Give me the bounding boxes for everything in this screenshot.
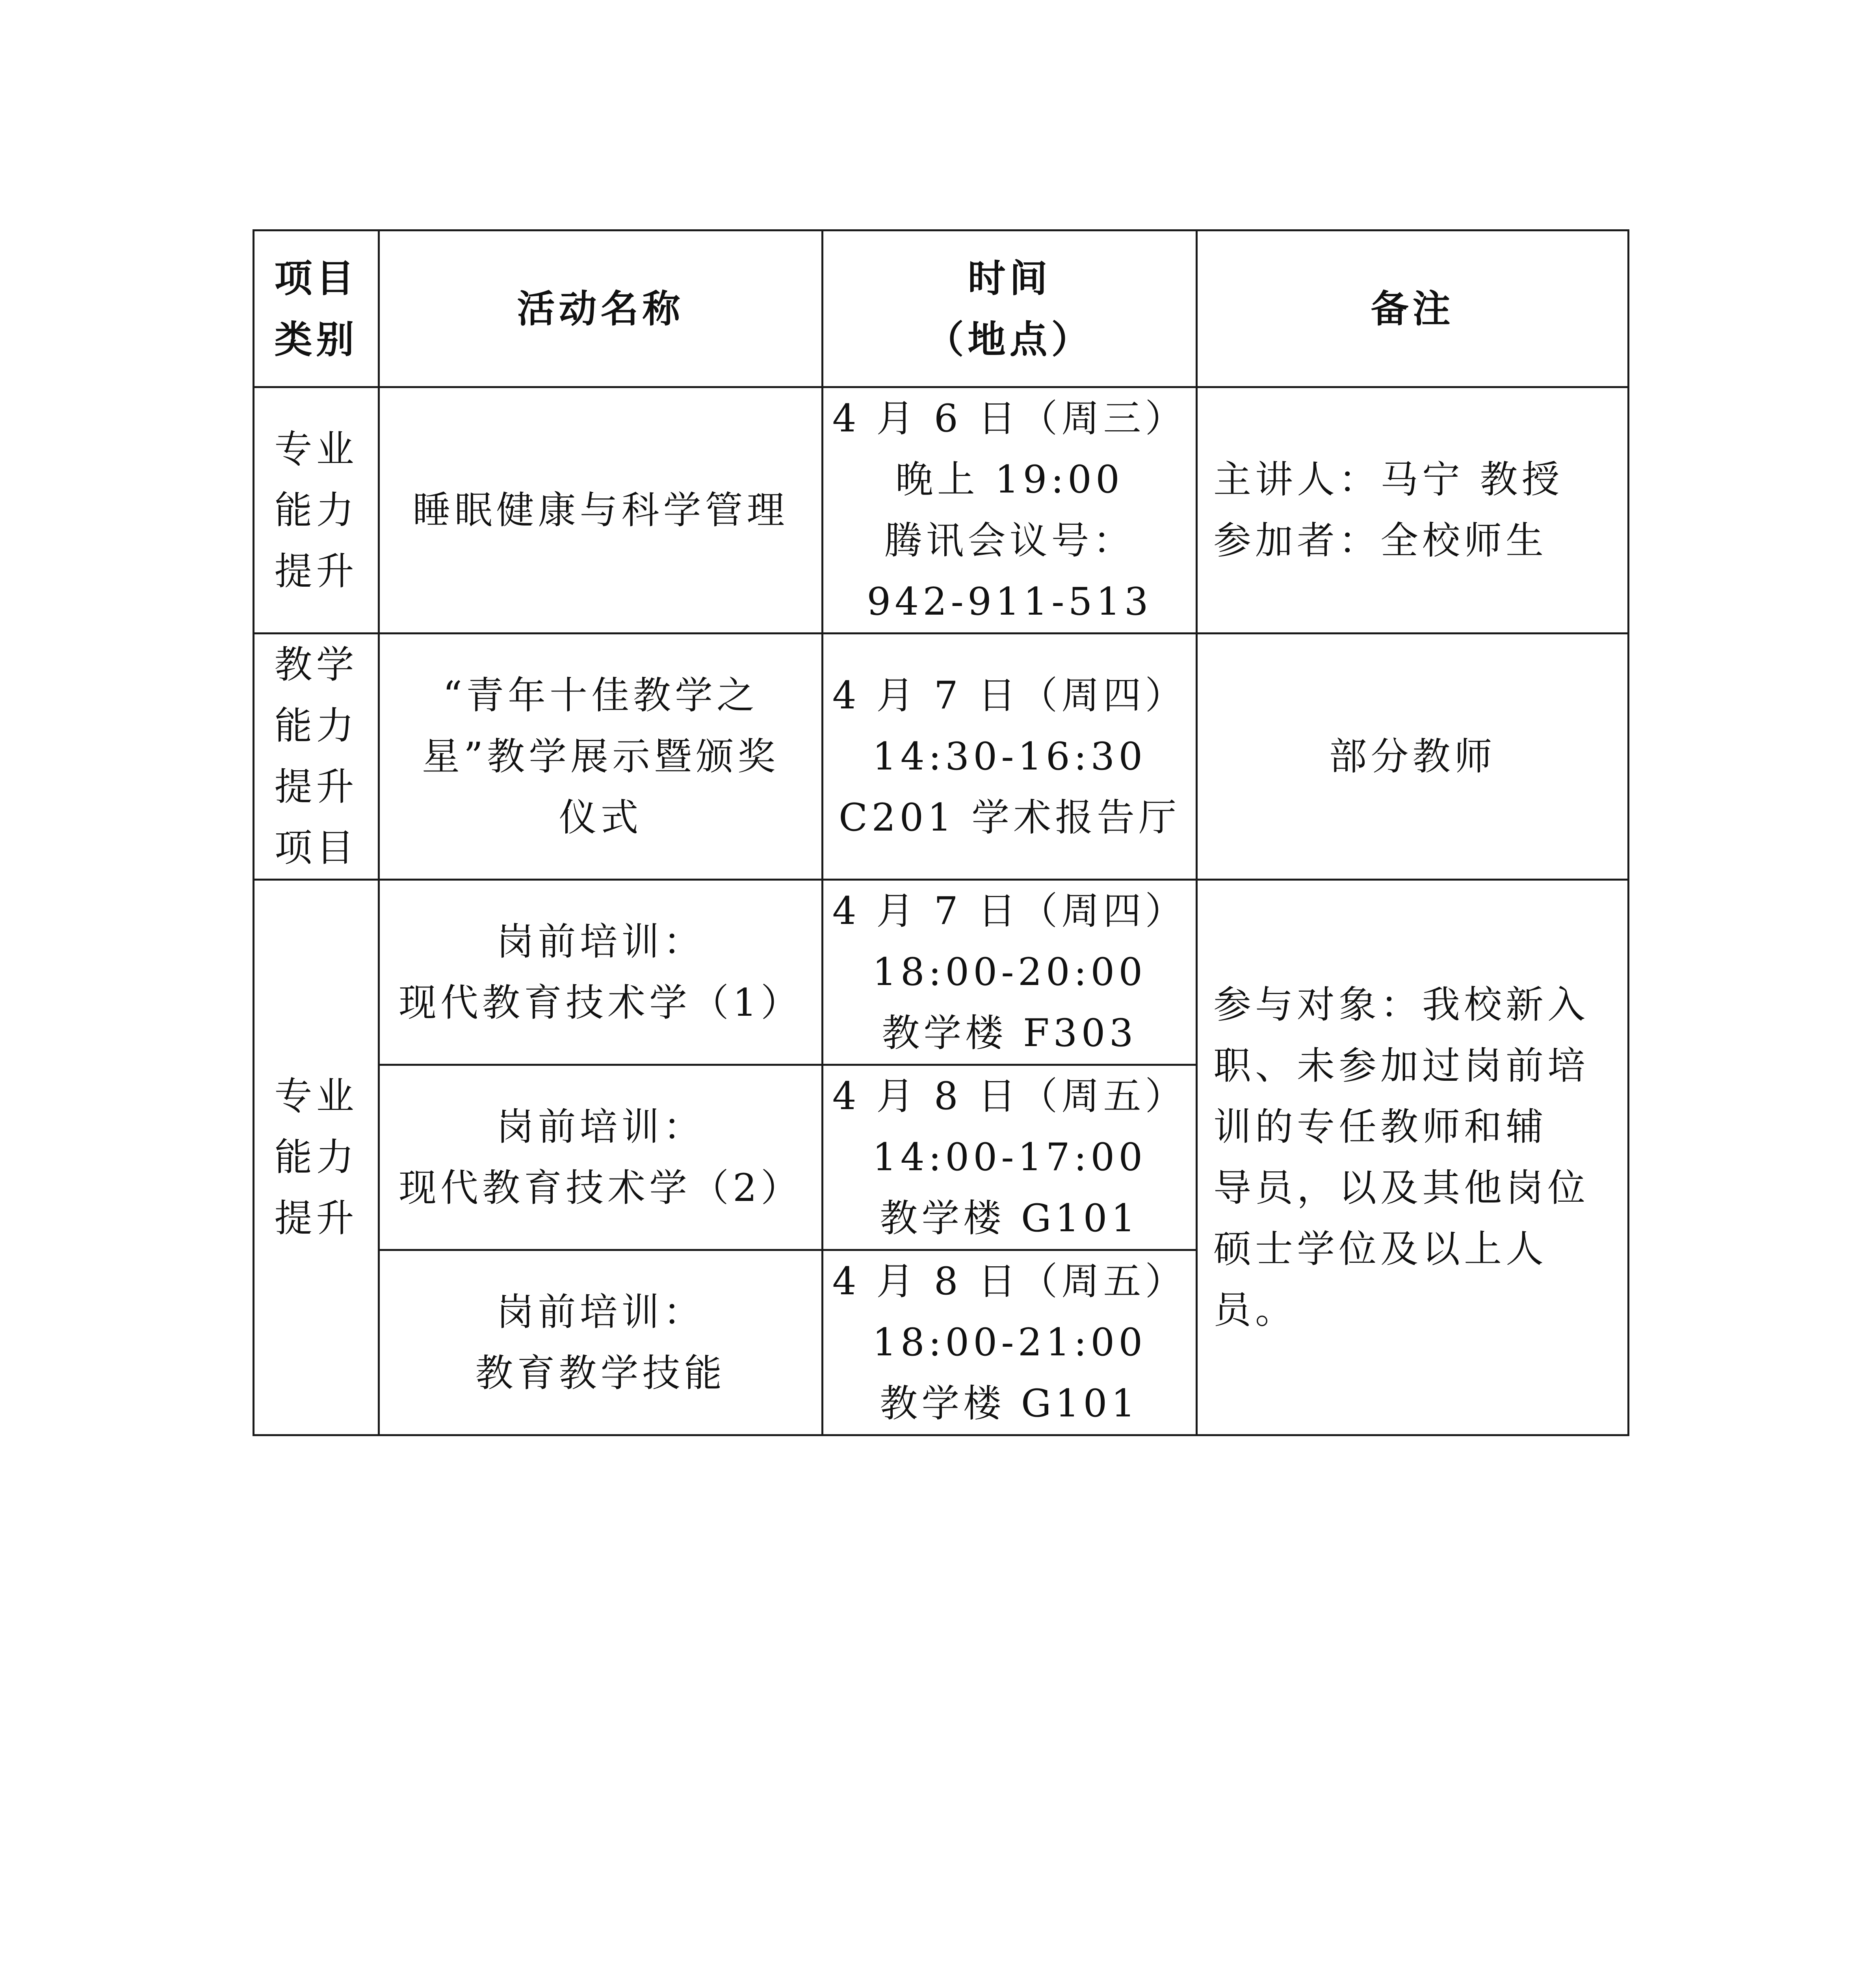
category-line: 专业 bbox=[274, 1074, 358, 1118]
activity-line: 现代教育技术学（2） bbox=[398, 1165, 803, 1210]
time-cell bbox=[823, 880, 1197, 1065]
time-line: 4 月 8 日（周五） bbox=[832, 1074, 1187, 1118]
remarks-line: 参加者：全校师生 bbox=[1213, 519, 1547, 563]
category-cell bbox=[254, 634, 379, 880]
table-row bbox=[254, 634, 1629, 880]
time-line: 晚上 19:00 bbox=[895, 457, 1124, 502]
category-line: 项目 bbox=[274, 826, 358, 870]
header-category-line: 类别 bbox=[274, 317, 358, 362]
activity-cell bbox=[379, 1065, 823, 1250]
header-remarks bbox=[1197, 230, 1629, 387]
category-line: 专业 bbox=[274, 427, 358, 471]
category-line: 教学 bbox=[274, 643, 358, 687]
table-header-row bbox=[254, 230, 1629, 387]
time-line: 腾讯会议号： bbox=[884, 519, 1135, 563]
table-row bbox=[254, 387, 1629, 634]
activity-line: “青年十佳教学之 bbox=[442, 673, 759, 717]
header-remarks-line: 备注 bbox=[1371, 286, 1454, 331]
table-row bbox=[254, 880, 1629, 1065]
remarks-line: 参与对象：我校新入 bbox=[1213, 982, 1589, 1027]
time-cell bbox=[823, 387, 1197, 634]
activity-cell bbox=[379, 880, 823, 1065]
time-cell bbox=[823, 1065, 1197, 1250]
remarks-line: 训的专任教师和辅 bbox=[1213, 1104, 1547, 1149]
activity-line: 岗前培训： bbox=[496, 1290, 705, 1334]
header-time-line: 时间 bbox=[968, 256, 1051, 301]
activity-schedule-table bbox=[253, 229, 1629, 1436]
remarks-line: 导员，以及其他岗位 bbox=[1213, 1165, 1589, 1210]
header-time-line: （地点） bbox=[926, 317, 1093, 362]
remarks-line: 主讲人：马宁 教授 bbox=[1213, 457, 1564, 502]
activity-line: 仪式 bbox=[559, 795, 643, 840]
time-line: 18:00-21:00 bbox=[872, 1320, 1147, 1364]
category-cell bbox=[254, 880, 379, 1435]
remarks-cell bbox=[1197, 880, 1629, 1435]
time-line: 18:00-20:00 bbox=[872, 950, 1147, 994]
category-line: 提升 bbox=[274, 549, 358, 593]
time-line: 4 月 7 日（周四） bbox=[832, 673, 1187, 717]
time-cell bbox=[823, 634, 1197, 880]
activity-line: 岗前培训： bbox=[496, 1104, 705, 1149]
activity-cell bbox=[379, 634, 823, 880]
remarks-line: 部分教师 bbox=[1329, 734, 1496, 779]
activity-line: 岗前培训： bbox=[496, 919, 705, 964]
category-line: 能力 bbox=[274, 704, 358, 748]
header-category-line: 项目 bbox=[274, 256, 358, 301]
category-cell bbox=[254, 387, 379, 634]
time-line: 教学楼 G101 bbox=[880, 1381, 1139, 1425]
header-time bbox=[823, 230, 1197, 387]
activity-line: 星”教学展示暨颁奖 bbox=[422, 734, 780, 779]
activity-line: 现代教育技术学（1） bbox=[398, 980, 803, 1025]
time-line: 4 月 7 日（周四） bbox=[832, 889, 1187, 933]
header-activity bbox=[379, 230, 823, 387]
remarks-line: 职、未参加过岗前培 bbox=[1213, 1043, 1589, 1088]
activity-line: 教育教学技能 bbox=[475, 1351, 726, 1395]
activity-line: 睡眠健康与科学管理 bbox=[412, 488, 789, 532]
time-line: 教学楼 G101 bbox=[880, 1196, 1139, 1240]
activity-cell bbox=[379, 387, 823, 634]
time-line: 14:00-17:00 bbox=[872, 1135, 1147, 1179]
time-line: 教学楼 F303 bbox=[882, 1011, 1137, 1055]
category-line: 提升 bbox=[274, 1196, 358, 1240]
header-activity-line: 活动名称 bbox=[517, 286, 684, 331]
category-line: 能力 bbox=[274, 488, 358, 532]
time-line: 942-911-513 bbox=[867, 580, 1152, 624]
time-line: 4 月 8 日（周五） bbox=[832, 1259, 1187, 1303]
time-line: 4 月 6 日（周三） bbox=[832, 396, 1187, 440]
remarks-cell bbox=[1197, 634, 1629, 880]
time-line: 14:30-16:30 bbox=[872, 734, 1147, 779]
category-line: 能力 bbox=[274, 1135, 358, 1179]
time-cell bbox=[823, 1250, 1197, 1435]
time-line: C201 学术报告厅 bbox=[838, 795, 1181, 840]
header-category bbox=[254, 230, 379, 387]
remarks-cell bbox=[1197, 387, 1629, 634]
remarks-line: 硕士学位及以上人 bbox=[1213, 1227, 1547, 1271]
activity-cell bbox=[379, 1250, 823, 1435]
remarks-line: 员。 bbox=[1213, 1288, 1297, 1332]
category-line: 提升 bbox=[274, 765, 358, 809]
